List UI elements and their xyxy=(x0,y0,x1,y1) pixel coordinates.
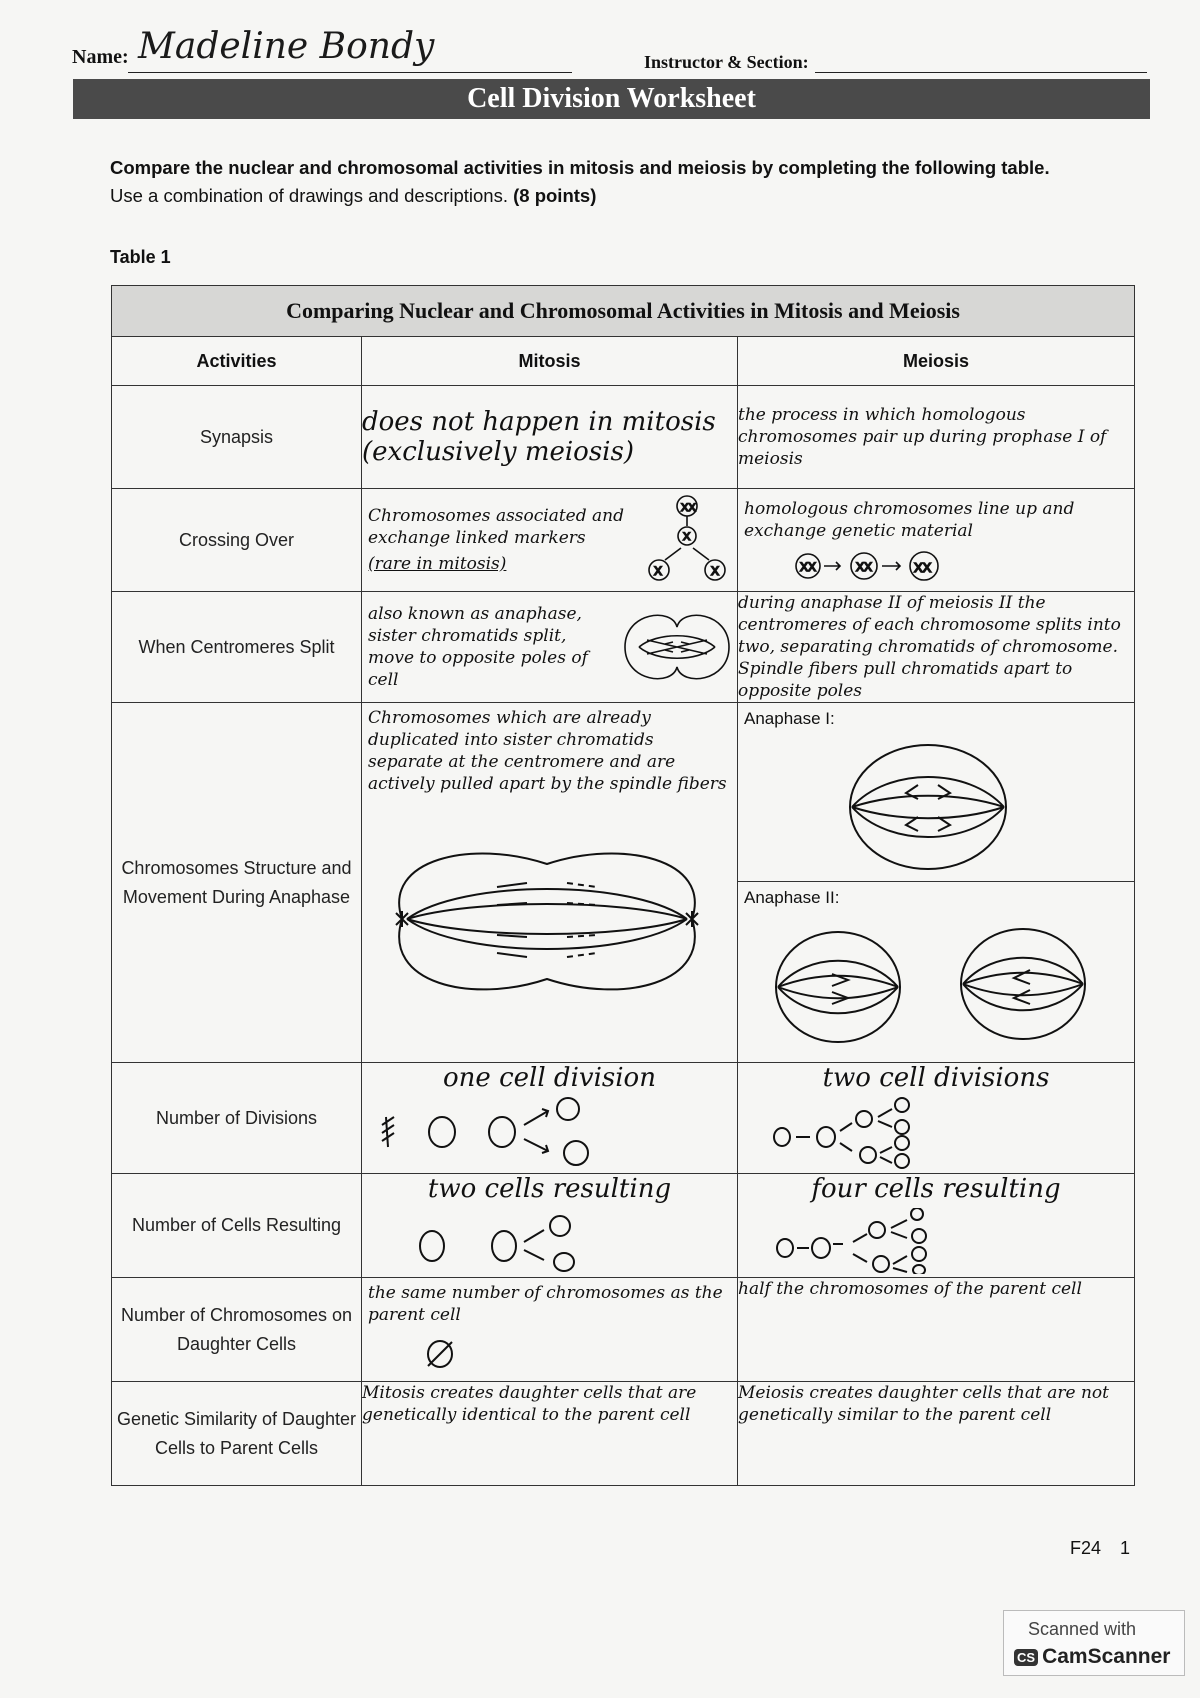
meiosis-answer xyxy=(738,1063,1135,1174)
col-header-meiosis: Meiosis xyxy=(738,337,1135,386)
meiosis-answer: during anaphase II of meiosis II the centromeres of each chromosome splits into two, separating chromatids of chromosome. Spindle fibers pull chromatids apart to opposite poles xyxy=(738,592,1135,703)
scan-label: Scanned with xyxy=(1028,1619,1137,1639)
activity-cell: Chromosomes Structure and Movement During Anaphase xyxy=(112,703,362,1063)
instructor-underline xyxy=(815,72,1147,73)
instructions xyxy=(110,154,1070,210)
mitosis-answer xyxy=(362,703,738,1063)
activity-cell: Genetic Similarity of Daughter Cells to Parent Cells xyxy=(112,1382,362,1486)
mitosis-answer xyxy=(362,489,738,592)
mitosis-crossing-text: Chromosomes associated and exchange linked markers xyxy=(368,506,624,548)
table-row xyxy=(112,1382,1135,1486)
page-number: 1 xyxy=(1120,1538,1131,1558)
activity-cell: Crossing Over xyxy=(112,489,362,592)
camscanner-watermark xyxy=(1003,1610,1185,1676)
instructions-bold: Compare the nuclear and chromosomal activities in mitosis and meiosis by completing the following table. xyxy=(110,157,1050,178)
mitosis-cells-sketch xyxy=(412,1208,662,1272)
table-caption: Comparing Nuclear and Chromosomal Activities in Mitosis and Meiosis xyxy=(112,286,1135,337)
page-footer xyxy=(1070,1538,1130,1559)
name-underline xyxy=(128,72,572,73)
svg-text:XX: XX xyxy=(856,560,873,574)
instructor-label: Instructor & Section: xyxy=(644,52,809,72)
camscanner-logo-icon: CS xyxy=(1014,1649,1038,1666)
mitosis-crossing-note: (rare in mitosis) xyxy=(368,554,507,574)
mitosis-answer xyxy=(362,592,738,703)
anaphase-ii-sketch xyxy=(768,922,1098,1052)
mitosis-divisions-text: one cell division xyxy=(443,1063,656,1093)
meiosis-divisions-sketch xyxy=(768,1097,988,1169)
mitosis-answer xyxy=(362,1063,738,1174)
activity-cell: Synapsis xyxy=(112,386,362,489)
mitosis-answer xyxy=(362,1278,738,1382)
meiosis-answer: half the chromosomes of the parent cell xyxy=(738,1278,1135,1382)
form-code: F24 xyxy=(1070,1538,1102,1558)
svg-text:XX: XX xyxy=(800,560,817,574)
name-label: Name: xyxy=(72,46,129,68)
camscanner-brand xyxy=(1014,1645,1170,1669)
crossing-over-sketch-meiosis xyxy=(788,546,1028,586)
svg-text:XX: XX xyxy=(681,502,696,514)
instructions-points: (8 points) xyxy=(513,185,597,206)
activity-cell: When Centromeres Split xyxy=(112,592,362,703)
name-handwriting: Madeline Bondy xyxy=(138,26,435,67)
meiosis-answer xyxy=(738,489,1135,592)
mitosis-answer: Mitosis creates daughter cells that are genetically identical to the parent cell xyxy=(362,1382,738,1486)
mitosis-chromosomes-text: the same number of chromosomes as the parent cell xyxy=(368,1283,723,1325)
svg-text:X: X xyxy=(683,531,691,543)
mitosis-anaphase-sketch xyxy=(362,819,732,1019)
activity-cell: Number of Divisions xyxy=(112,1063,362,1174)
meiosis-answer xyxy=(738,1174,1135,1278)
meiosis-answer: Meiosis creates daughter cells that are not genetically similar to the parent cell xyxy=(738,1382,1135,1486)
table-row xyxy=(112,1063,1135,1174)
meiosis-answer: the process in which homologous chromosomes pair up during prophase I of meiosis xyxy=(738,386,1135,489)
instructions-rest: Use a combination of drawings and descriptions. xyxy=(110,185,508,206)
comparison-table xyxy=(111,285,1135,1486)
svg-text:XX: XX xyxy=(914,560,932,575)
mitosis-divisions-sketch xyxy=(372,1097,622,1167)
table-row xyxy=(112,489,1135,592)
activity-cell: Number of Cells Resulting xyxy=(112,1174,362,1278)
dividing-cell-sketch xyxy=(617,602,737,692)
worksheet-title: Cell Division Worksheet xyxy=(73,79,1150,119)
anaphase-ii-panel xyxy=(738,882,1134,1062)
mitosis-cells-text: two cells resulting xyxy=(427,1174,672,1204)
mitosis-anaphase-text: Chromosomes which are already duplicated into sister chromatids separate at the centromere and are actively pulled apart by the spindle fibers xyxy=(368,708,727,794)
meiosis-answer xyxy=(738,703,1135,1063)
table-row xyxy=(112,386,1135,489)
crossing-over-sketch xyxy=(637,492,737,588)
meiosis-cells-text: four cells resulting xyxy=(811,1174,1061,1204)
svg-text:X: X xyxy=(711,564,720,578)
meiosis-cells-sketch xyxy=(773,1208,993,1274)
anaphase-ii-label: Anaphase II: xyxy=(744,888,840,907)
anaphase-i-panel xyxy=(738,703,1134,882)
anaphase-i-label: Anaphase I: xyxy=(744,709,835,728)
anaphase-i-sketch xyxy=(838,737,1018,877)
empty-set-scribble xyxy=(412,1334,472,1374)
mitosis-centromere-text: also known as anaphase, sister chromatids split, move to opposite poles of cell xyxy=(368,604,588,690)
col-header-mitosis: Mitosis xyxy=(362,337,738,386)
col-header-activities: Activities xyxy=(112,337,362,386)
table-row xyxy=(112,1174,1135,1278)
table-label: Table 1 xyxy=(110,247,171,267)
mitosis-answer xyxy=(362,1174,738,1278)
activity-cell: Number of Chromosomes on Daughter Cells xyxy=(112,1278,362,1382)
table-row xyxy=(112,592,1135,703)
table-row xyxy=(112,703,1135,1063)
camscanner-name: CamScanner xyxy=(1042,1645,1171,1668)
table-row xyxy=(112,1278,1135,1382)
mitosis-answer: does not happen in mitosis (exclusively meiosis) xyxy=(362,386,738,489)
svg-text:X: X xyxy=(654,564,663,578)
meiosis-divisions-text: two cell divisions xyxy=(822,1063,1050,1093)
meiosis-crossing-text: homologous chromosomes line up and exchange genetic material xyxy=(744,499,1075,541)
